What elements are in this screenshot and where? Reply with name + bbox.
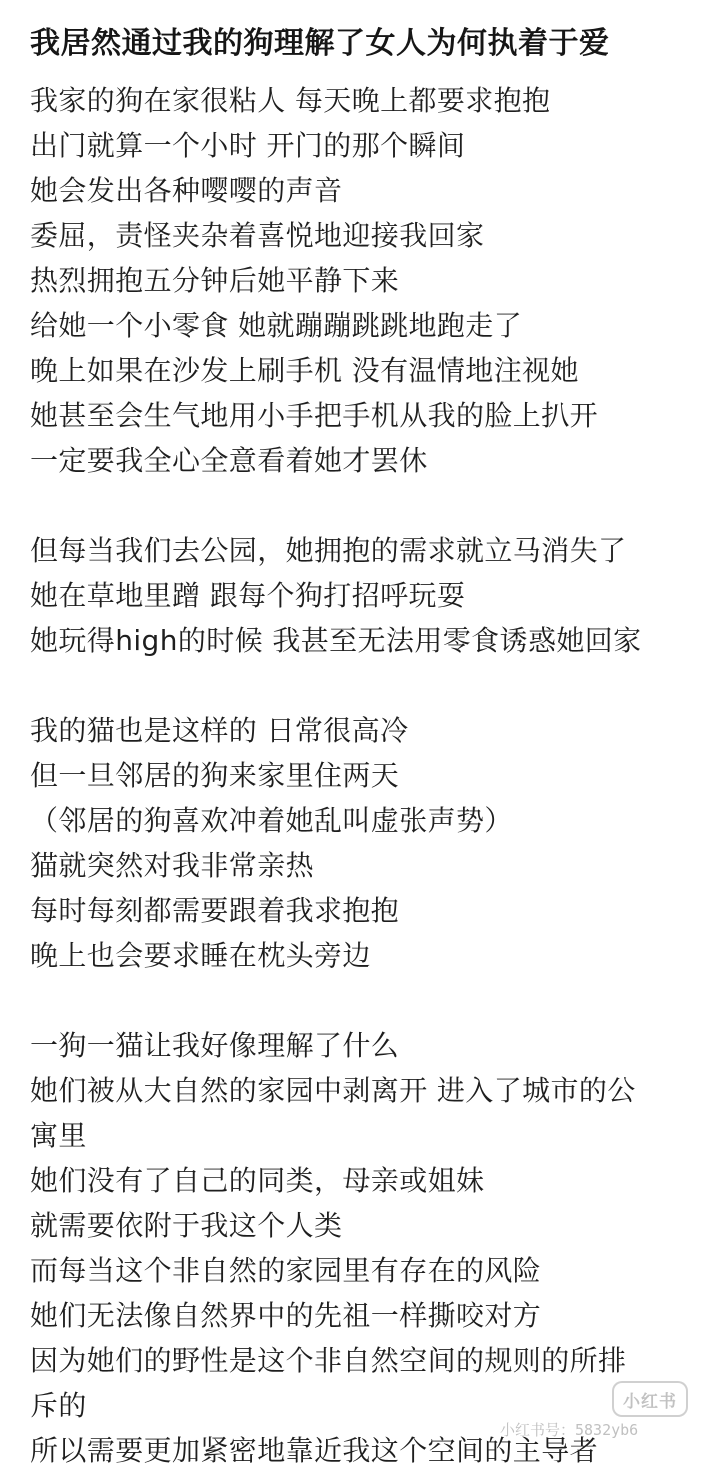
paragraph-gap bbox=[30, 978, 700, 1023]
text-line: 她们无法像自然界中的先祖一样撕咬对方 bbox=[30, 1299, 542, 1332]
user-id-watermark: 小红书号：5832yb6 bbox=[500, 1421, 639, 1439]
text-line: 寓里 bbox=[30, 1119, 87, 1152]
text-line: 猫就突然对我非常亲热 bbox=[30, 849, 315, 882]
text-line: 她会发出各种嘤嘤的声音 bbox=[30, 174, 343, 207]
text-line: 她玩得high的时候 我甚至无法用零食诱惑她回家 bbox=[30, 624, 642, 657]
text-line: 委屈，责怪夹杂着喜悦地迎接我回家 bbox=[30, 219, 485, 252]
text-line: 一狗一猫让我好像理解了什么 bbox=[30, 1029, 400, 1062]
post-body bbox=[30, 78, 700, 1473]
text-line: 就需要依附于我这个人类 bbox=[30, 1209, 343, 1242]
paragraph bbox=[30, 528, 700, 663]
text-line: 热烈拥抱五分钟后她平静下来 bbox=[30, 264, 400, 297]
paragraph bbox=[30, 1023, 700, 1473]
xiaohongshu-logo-watermark: 小红书 bbox=[612, 1381, 688, 1417]
text-line: 她们没有了自己的同类，母亲或姐妹 bbox=[30, 1164, 485, 1197]
text-line: 给她一个小零食 她就蹦蹦跳跳地跑走了 bbox=[30, 309, 523, 342]
text-line: 出门就算一个小时 开门的那个瞬间 bbox=[30, 129, 466, 162]
text-line: （邻居的狗喜欢冲着她乱叫虚张声势） bbox=[30, 804, 513, 837]
text-line: 所以需要更加紧密地靠近我这个空间的主导者 bbox=[30, 1434, 599, 1467]
text-line: 她在草地里蹭 跟每个狗打招呼玩耍 bbox=[30, 579, 466, 612]
text-line: 斥的 bbox=[30, 1389, 87, 1422]
paragraph bbox=[30, 708, 700, 978]
text-line: 一定要我全心全意看着她才罢休 bbox=[30, 444, 428, 477]
text-line: 因为她们的野性是这个非自然空间的规则的所排 bbox=[30, 1344, 627, 1377]
post-title: 我居然通过我的狗理解了女人为何执着于爱 bbox=[30, 26, 610, 61]
paragraph-gap bbox=[30, 663, 700, 708]
paragraph bbox=[30, 78, 700, 483]
text-line: 她们被从大自然的家园中剥离开 进入了城市的公 bbox=[30, 1074, 636, 1107]
text-line: 她甚至会生气地用小手把手机从我的脸上扒开 bbox=[30, 399, 599, 432]
text-line: 但每当我们去公园，她拥抱的需求就立马消失了 bbox=[30, 534, 627, 567]
text-line: 我家的狗在家很粘人 每天晚上都要求抱抱 bbox=[30, 84, 551, 117]
text-line: 每时每刻都需要跟着我求抱抱 bbox=[30, 894, 400, 927]
text-line: 而每当这个非自然的家园里有存在的风险 bbox=[30, 1254, 542, 1287]
text-line: 我的猫也是这样的 日常很高冷 bbox=[30, 714, 409, 747]
text-line: 晚上也会要求睡在枕头旁边 bbox=[30, 939, 371, 972]
text-line: 晚上如果在沙发上刷手机 没有温情地注视她 bbox=[30, 354, 579, 387]
text-line: 但一旦邻居的狗来家里住两天 bbox=[30, 759, 400, 792]
paragraph-gap bbox=[30, 483, 700, 528]
